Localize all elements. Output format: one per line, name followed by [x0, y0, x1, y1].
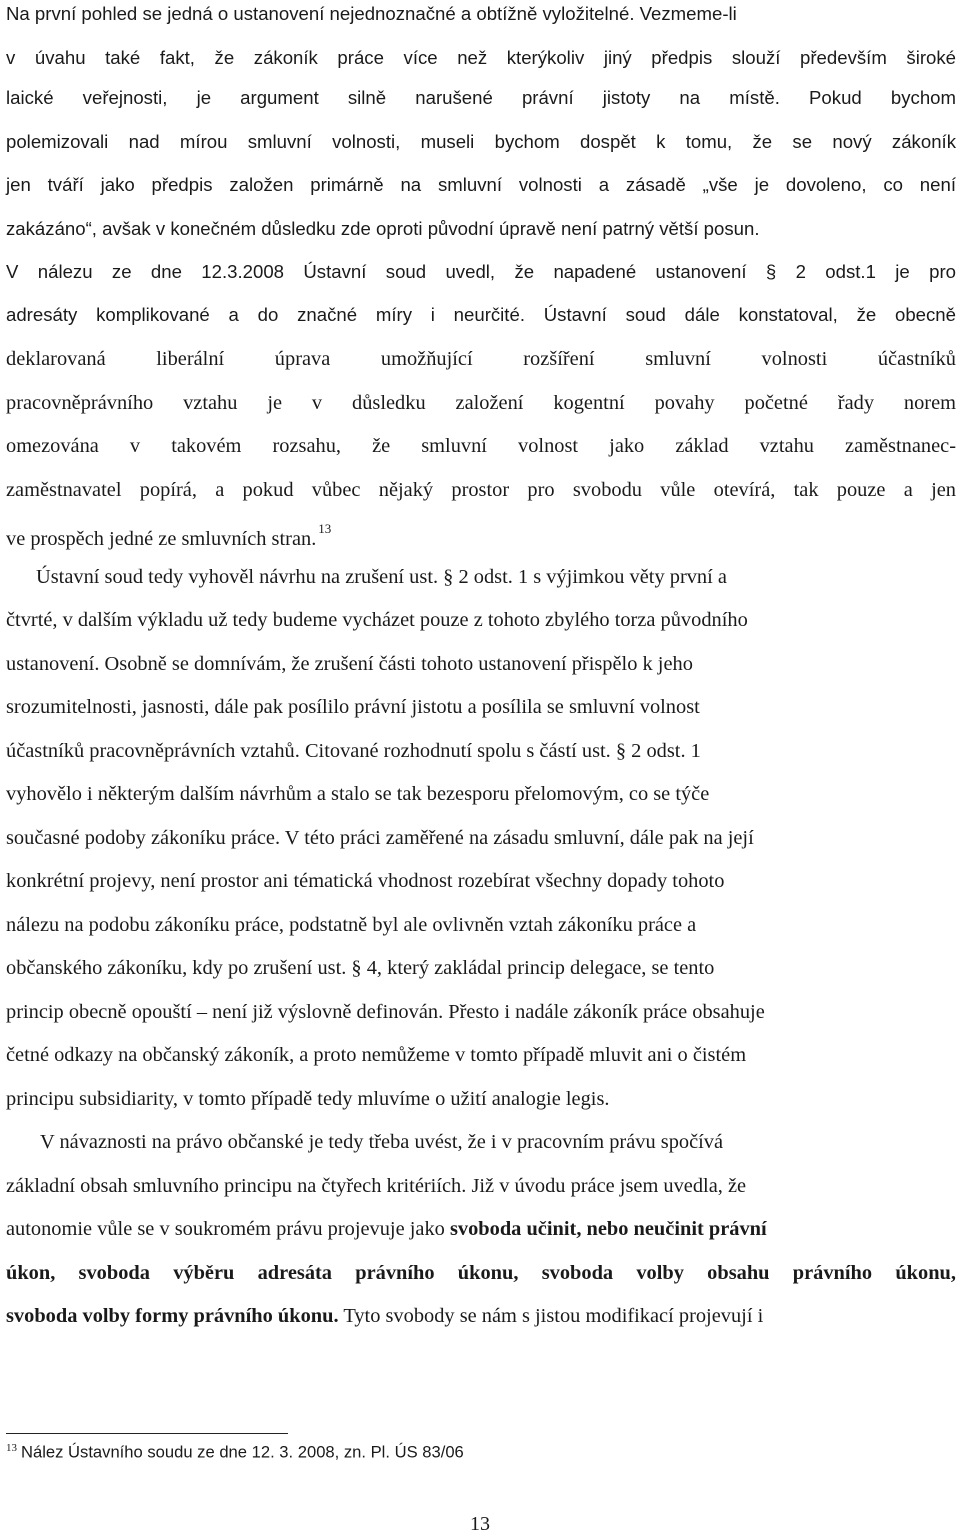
text-line-body: Tyto svobody se nám s jistou modifikací projevují i — [343, 1305, 764, 1327]
text-line: současné podoby zákoníku práce. V této práci zaměřené na zásadu smluvní, dále pak na její — [6, 827, 754, 849]
bold-text: úkon, svoboda výběru adresáta právního úkonu, svoboda volby obsahu právního úkonu, — [6, 1262, 956, 1284]
text-line: Na první pohled se jedná o ustanovení nejednoznačné a obtížně vyložitelné. Vezmeme-li — [6, 3, 737, 24]
text-line: srozumitelnosti, jasnosti, dále pak posílilo právní jistotu a posílila se smluvní volnost — [6, 696, 700, 718]
text-line: ustanovení. Osobně se domnívám, že zrušení části tohoto ustanovení přispělo k jeho — [6, 653, 693, 675]
footnote — [6, 1437, 464, 1464]
text-line: nálezu na podobu zákoníku práce, podstatně byl ale ovlivněn vztah zákoníku práce a — [6, 914, 697, 936]
text-line: V nálezu ze dne 12.3.2008 Ústavní soud uvedl, že napadené ustanovení § 2 odst.1 je pro — [6, 261, 956, 282]
text-line: čtvrté, v dalším výkladu už tedy budeme vycházet pouze z tohoto zbylého torza původního — [6, 609, 748, 631]
text-line — [6, 1302, 956, 1330]
text-line — [6, 519, 956, 553]
text-line: principu subsidiarity, v tomto případě tedy mluvíme o užití analogie legis. — [6, 1088, 610, 1110]
text-line: četné odkazy na občanský zákoník, a proto nemůžeme v tomto případě mluvit ani o čistém — [6, 1044, 747, 1066]
text-line: princip obecně opouští – není již výslovně definován. Přesto i nadále zákoník práce obsahuje — [6, 1001, 765, 1023]
text-line: zakázáno“, avšak v konečném důsledku zde oproti původní úpravě není patrný větší posun. — [6, 218, 760, 239]
text-line-body: autonomie vůle se v soukromém právu projevuje jako — [6, 1218, 445, 1240]
text-line: pracovněprávního vztahu je v důsledku založení kogentní povahy početné řady norem — [6, 392, 956, 414]
text-line: jen tváří jako předpis založen primárně na smluvní volnosti a zásadě „vše je dovoleno, co není — [6, 174, 956, 195]
text-line: V návaznosti na právo občanské je tedy třeba uvést, že i v pracovním právu spočívá — [40, 1131, 724, 1153]
text-line: laické veřejnosti, je argument silně narušené právní jistoty na místě. Pokud bychom — [6, 87, 956, 108]
bold-text: svoboda volby formy právního úkonu. — [6, 1305, 339, 1327]
text-line: deklarovaná liberální úprava umožňující rozšíření smluvní volnosti účastníků — [6, 348, 956, 370]
text-line-body: ve prospěch jedné ze smluvních stran. — [6, 527, 317, 550]
text-line: Ústavní soud tedy vyhověl návrhu na zrušení ust. § 2 odst. 1 s výjimkou věty první a — [36, 566, 727, 588]
footnote-text: Nález Ústavního soudu ze dne 12. 3. 2008, zn. Pl. ÚS 83/06 — [21, 1442, 464, 1462]
text-line: omezována v takovém rozsahu, že smluvní volnost jako základ vztahu zaměstnanec- — [6, 435, 956, 457]
text-line: účastníků pracovněprávních vztahů. Citované rozhodnutí spolu s částí ust. § 2 odst. 1 — [6, 740, 701, 762]
text-line: v úvahu také fakt, že zákoník práce více než kterýkoliv jiný předpis slouží především široké — [6, 47, 956, 68]
footnote-reference: 13 — [318, 521, 332, 536]
text-line: zaměstnavatel popírá, a pokud vůbec nějaký prostor pro svobodu vůle otevírá, tak pouze a jen — [6, 479, 956, 501]
text-line: konkrétní projevy, není prostor ani tématická vhodnost rozebírat všechny dopady tohoto — [6, 870, 725, 892]
bold-text: svoboda učinit, nebo neučinit právní — [449, 1218, 767, 1240]
footnote-number: 13 — [6, 1442, 17, 1454]
text-line: vyhovělo i některým dalším návrhům a stalo se tak bezesporu přelomovým, co se týče — [6, 783, 710, 805]
text-line: polemizovali nad mírou smluvní volnosti, museli bychom dospět k tomu, že se nový zákoník — [6, 131, 956, 152]
text-line: občanského zákoníku, kdy po zrušení ust. § 4, který zakládal princip delegace, se tento — [6, 957, 715, 979]
text-line: adresáty komplikované a do značné míry i neurčité. Ústavní soud dále konstatoval, že obecně — [6, 304, 956, 325]
text-line — [6, 1259, 956, 1287]
text-line — [6, 1215, 956, 1243]
text-line: základní obsah smluvního principu na čtyřech kritériích. Již v úvodu práce jsem uvedla, že — [6, 1175, 747, 1197]
page-number: 13 — [470, 1513, 490, 1535]
footnote-separator — [6, 1433, 288, 1434]
